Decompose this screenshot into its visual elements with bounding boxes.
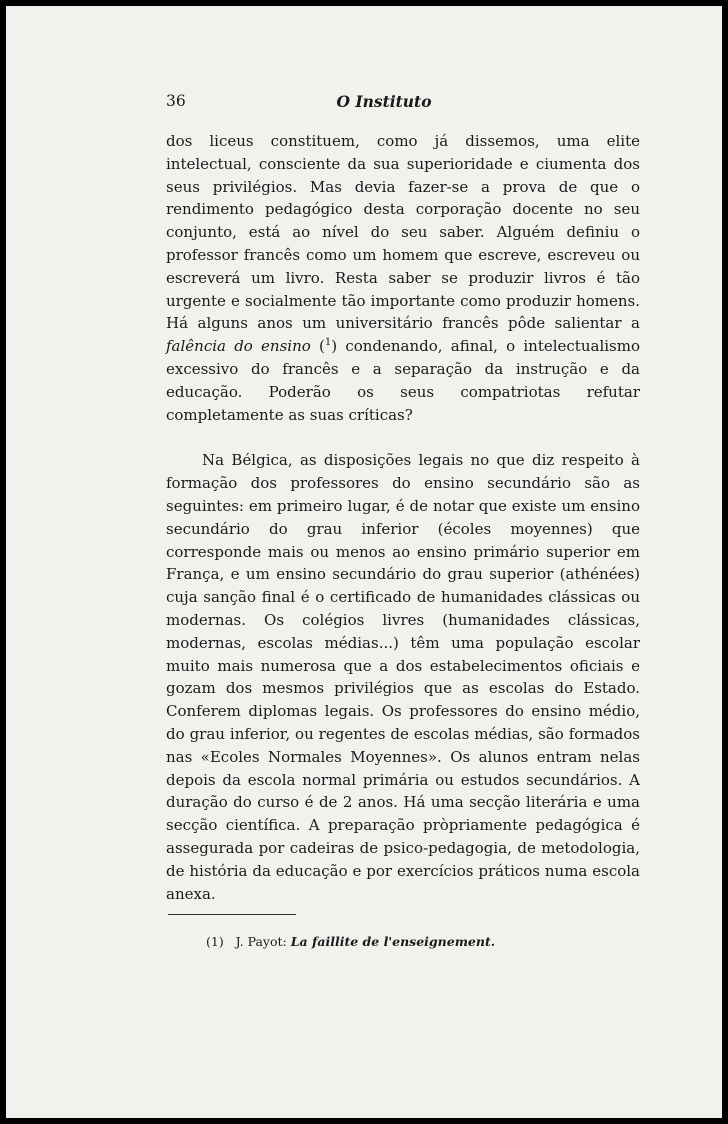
paragraph-2: Na Bélgica, as disposições legais no que diz respeito à formação dos professores do ensino secundário são as seguintes: em primeiro lugar, é de notar que existe um ensino secundário do grau inferior (écoles moyennes) que corresponde mais ou menos ao ensino primário superior em França, e um ensino secundário do grau superior (athénées) cuja sanção final é o certificado de humanidades clássicas ou modernas. Os colégios livres (humanidades clássicas, modernas, escolas médias...) têm uma população escolar muito mais numerosa que a dos estabelecimentos oficiais e gozam dos mesmos privilégios que as escolas do Estado. Conferem diplomas legais. Os professores do ensino médio, do grau inferior, ou regentes de escolas médias, são formados nas «Ecoles Normales Moyennes». Os alunos entram nelas depois da escola normal primária ou estudos secundários. A duração do curso é de 2 anos. Há uma secção literária e uma secção científica. A preparação pròpriamente pedagógica é assegurada por cadeiras de psico-pedagogia, de metodologia, de história da educação e por exercícios práticos numa escola anexa. <box>166 451 640 903</box>
page-number: 36 <box>166 92 186 110</box>
page-header <box>6 92 722 116</box>
footnote-reference: 1 <box>324 337 332 349</box>
footnote-divider <box>168 914 296 915</box>
running-title: O Instituto <box>336 92 432 111</box>
footnote <box>206 934 636 949</box>
paragraph-1-text-b: condenando, afinal, o intelectualismo excessivo do francês e a separação da instrução e da educação. Poderão os seus compatriotas refutar completamente as suas críticas? <box>166 337 640 424</box>
body-text <box>166 130 640 905</box>
footnote-author: J. Payot: <box>235 934 291 949</box>
document-page <box>6 6 722 1118</box>
footnote-title: La faillite de l'enseignement. <box>290 934 496 949</box>
footnote-marker: (1) <box>206 934 224 949</box>
paragraph-1: dos liceus constituem, como já dissemos, uma elite intelectual, consciente da sua superioridade e ciumenta dos seus privilégios. Mas devia fazer-se a prova de que o rendimento pedagógico desta corporação docente no seu conjunto, está ao nível do seu saber. Alguém definiu o professor francês como um homem que escreve, escreveu ou escreverá um livro. Resta saber se produzir livros é tão urgente e socialmente tão importante como produzir homens. Há alguns anos um universitário francês pôde salientar a falência do ensino ($^1$) condenando, afinal, o intelectualismo excessivo do francês e a separação da instrução e da educação. Poderão os seus compatriotas refutar completamente as suas críticas? <box>166 132 640 424</box>
paragraph-1-italic: falência do ensino <box>166 337 311 356</box>
paragraph-1-text-a: dos liceus constituem, como já dissemos, uma elite intelectual, consciente da sua superioridade e ciumenta dos seus privilégios. Mas devia fazer-se a prova de que o rendimento pedagógico desta corporação docente no seu conjunto, está ao nível do seu saber. Alguém definiu o professor francês como um homem que escreve, escreveu ou escreverá um livro. Resta saber se produzir livros é tão urgente e socialmente tão importante como produzir homens. Há alguns anos um universitário francês pôde salientar a <box>166 132 640 333</box>
